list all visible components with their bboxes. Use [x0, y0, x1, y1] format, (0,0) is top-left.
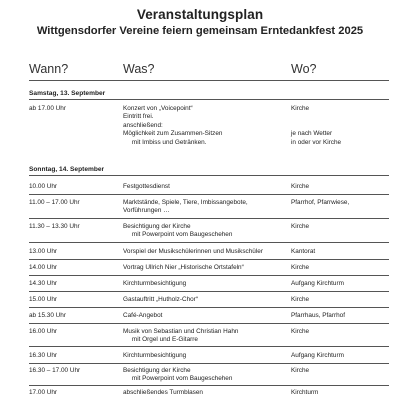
page-subtitle: Wittgensdorfer Vereine feiern gemeinsam Erntedankfest 2025: [36, 25, 364, 37]
row-where: Pfarrhof, Pfarrwiese,: [291, 199, 350, 206]
row-divider: [29, 307, 389, 308]
row-where: Kirche: [291, 264, 310, 271]
row-divider: [29, 275, 389, 276]
row-what: Gastauftritt „Hutholz-Chor“: [123, 296, 198, 303]
row-where-line: Kirche: [291, 105, 310, 112]
row-what: Kirchturmbesichtigung: [123, 280, 187, 287]
row-divider: [29, 194, 389, 195]
row-time: 11.00 – 17.00 Uhr: [29, 199, 80, 206]
day-heading-sunday: Sonntag, 14. September: [29, 166, 105, 173]
row-divider: [29, 242, 389, 243]
column-header-what: Was?: [123, 62, 155, 76]
row-where: Kirchturm: [291, 389, 319, 396]
row-where: Pfarrhaus, Pfarrhof: [291, 312, 345, 319]
row-what-line: mit Orgel und E-Gitarre: [123, 336, 198, 344]
column-header-when: Wann?: [29, 62, 69, 76]
row-what: [123, 199, 248, 216]
row-where: Aufgang Kirchturm: [291, 280, 344, 287]
row-what-line: mit Powerpoint vom Baugeschehen: [123, 231, 233, 239]
row-time: 14.30 Uhr: [29, 280, 58, 287]
row-what: [123, 328, 238, 345]
row-what-line: Eintritt frei.: [123, 113, 154, 121]
row-where: Kirche: [291, 367, 310, 374]
row-where: Kirche: [291, 328, 310, 335]
row-where-line: in oder vor Kirche: [291, 138, 342, 146]
day-divider: [29, 99, 389, 100]
row-divider: [29, 363, 389, 364]
row-divider: [29, 291, 389, 292]
row-time: ab 15.30 Uhr: [29, 312, 66, 319]
row-where: Kirche: [291, 223, 310, 230]
row-time: 16.00 Uhr: [29, 328, 58, 335]
row-divider: [29, 259, 389, 260]
row-what-line: Möglichkeit zum Zusammen-Sitzen: [123, 130, 223, 138]
row-what-line: Marktstände, Spiele, Tiere, Imbissangebote,: [123, 199, 248, 206]
row-where: Kirche: [291, 296, 310, 303]
header-divider: [29, 80, 389, 81]
row-time: 13.00 Uhr: [29, 248, 58, 255]
row-time: 15.00 Uhr: [29, 296, 58, 303]
row-what: Vortrag Ullrich Nier „Historische Ortstafeln“: [123, 264, 244, 271]
row-divider: [29, 323, 389, 324]
row-where-line: [291, 113, 341, 121]
column-header-where: Wo?: [291, 62, 317, 76]
row-where: Kirche: [291, 183, 310, 190]
row-what: Festgottesdienst: [123, 183, 170, 190]
row-divider: [29, 385, 389, 386]
row-what-line: mit Imbiss und Getränken.: [123, 138, 207, 146]
row-time: 10.00 Uhr: [29, 183, 58, 190]
row-where: [291, 105, 341, 147]
row-what: [123, 367, 232, 384]
row-what: Kirchturmbesichtigung: [123, 352, 187, 359]
row-what-line: anschließend:: [123, 121, 163, 129]
row-divider: [29, 346, 389, 347]
row-what-line: Besichtigung der Kirche: [123, 367, 191, 374]
row-where-line: je nach Wetter: [291, 130, 333, 138]
row-what-line: Vorführungen …: [123, 207, 170, 215]
row-what-line: mit Powerpoint vom Baugeschehen: [123, 375, 233, 383]
row-what-line: Musik von Sebastian und Christian Hahn: [123, 328, 239, 335]
day-heading-saturday: Samstag, 13. September: [29, 90, 106, 97]
row-what: abschließendes Turmblasen: [123, 389, 203, 396]
row-what: [123, 223, 232, 240]
row-where-line: [291, 122, 341, 130]
row-time: 14.00 Uhr: [29, 264, 58, 271]
row-what-line: Konzert von „Voicepoint“: [123, 105, 193, 112]
row-time: 17.00 Uhr: [29, 389, 58, 396]
row-what: Vorspiel der Musikschülerinnen und Musikschüler: [123, 248, 263, 255]
day-divider: [29, 175, 389, 176]
row-time: ab 17.00 Uhr: [29, 105, 66, 112]
row-what: Café-Angebot: [123, 312, 163, 319]
row-where: Kantorat: [291, 248, 316, 255]
row-time: 16.30 Uhr: [29, 352, 58, 359]
row-time: 16.30 – 17.00 Uhr: [29, 367, 81, 374]
row-what: [123, 105, 222, 147]
row-where: Aufgang Kirchturm: [291, 352, 344, 359]
row-time: 11.30 – 13.30 Uhr: [29, 223, 80, 230]
row-what-line: Besichtigung der Kirche: [123, 223, 191, 230]
page-title: Veranstaltungsplan: [136, 7, 264, 22]
row-divider: [29, 218, 389, 219]
